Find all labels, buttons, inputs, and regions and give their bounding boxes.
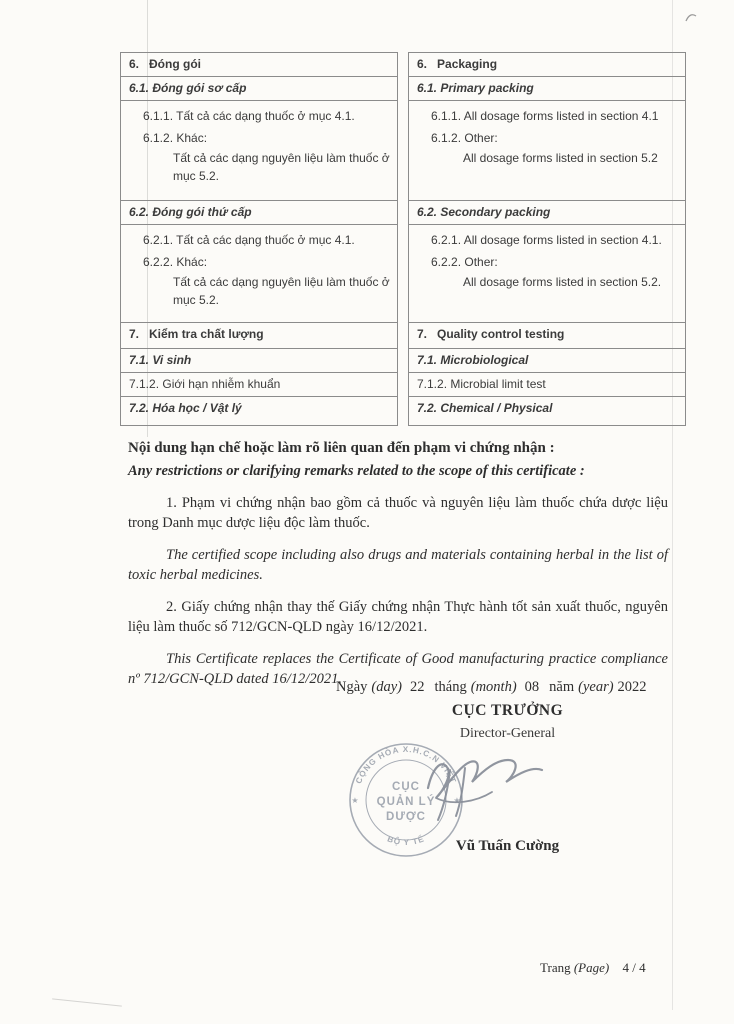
remark-1-en: The certified scope including also drugs and materials containing herbal in the list of toxic herbal medicines. bbox=[128, 546, 668, 583]
row-6-2-header-en: 6.2. Secondary packing bbox=[409, 201, 685, 225]
date-year-value: 2022 bbox=[617, 679, 647, 695]
item-6-1-1-vi: 6.1.1. Tất cả các dạng thuốc ở mục 4.1. bbox=[143, 109, 355, 123]
table-english bbox=[408, 52, 686, 426]
footer-label-en: (Page) bbox=[573, 960, 610, 975]
stamp-ring-text-bottom: BỘ Y TẾ bbox=[386, 834, 426, 848]
page-footer bbox=[540, 960, 670, 976]
signer-title-vi: CỤC TRƯỞNG bbox=[451, 702, 564, 719]
row-7-header-en: 7. Quality control testing bbox=[409, 323, 685, 349]
remarks-section bbox=[128, 438, 668, 689]
footer-page-number: 4 / 4 bbox=[622, 960, 646, 975]
date-day-value: 22 bbox=[410, 679, 425, 695]
item-6-2-2-label-en: 6.2.2. Other: bbox=[431, 254, 498, 269]
item-6-2-2-label-vi: 6.2.2. Khác: bbox=[143, 254, 208, 269]
date-word-year: (year) bbox=[578, 679, 614, 695]
remarks-heading-en: Any restrictions or clarifying remarks related to the scope of this certificate : bbox=[128, 462, 585, 479]
item-6-2-1-en: 6.2.1. All dosage forms listed in section 4.1. bbox=[431, 233, 662, 247]
row-6-header-vi: 6. Đóng gói bbox=[121, 53, 397, 77]
date-word-day: (day) bbox=[371, 679, 403, 695]
remark-2-en: This Certificate replaces the Certificate of Good manufacturing practice compliance nº 712/GCN-QLD dated 16/12/2021. bbox=[128, 650, 668, 687]
row-7-2-header-vi: 7.2. Hóa học / Vật lý bbox=[129, 401, 242, 415]
item-6-1-2-label-en: 6.1.2. Other: bbox=[431, 130, 498, 145]
row-6-2-items-vi bbox=[121, 225, 397, 323]
item-6-1-2-label-vi: 6.1.2. Khác: bbox=[143, 130, 208, 145]
date-word-nam: năm bbox=[549, 679, 575, 695]
item-6-1-2-text-vi: Tất cả các dạng nguyên liệu làm thuốc ở mục 5.2. bbox=[173, 151, 390, 184]
row-7-2-header-en: 7.2. Chemical / Physical bbox=[417, 401, 553, 415]
signer-title-en: Director-General bbox=[459, 726, 556, 741]
stamp-center-line3: DƯỢC bbox=[386, 811, 426, 823]
date-month-value: 08 bbox=[524, 679, 540, 695]
row-6-2-header-vi: 6.2. Đóng gói thứ cấp bbox=[121, 201, 397, 225]
item-6-2-2-text-vi: Tất cả các dạng nguyên liệu làm thuốc ở mục 5.2. bbox=[173, 275, 390, 308]
remark-1-vi: 1. Phạm vi chứng nhận bao gồm cả thuốc và nguyên liệu làm thuốc chứa dược liệu trong Danh mục dược liệu độc làm thuốc. bbox=[128, 494, 668, 531]
scan-tick-mark bbox=[684, 10, 700, 26]
date-word-ngay: Ngày bbox=[336, 679, 368, 695]
date-word-thang: tháng bbox=[434, 679, 467, 695]
signer-name: Vũ Tuấn Cường bbox=[455, 838, 560, 854]
row-6-1-header-vi: 6.1. Đóng gói sơ cấp bbox=[121, 77, 397, 101]
remarks-heading-vi: Nội dung hạn chế hoặc làm rõ liên quan đến phạm vi chứng nhận : bbox=[128, 440, 555, 456]
scan-corner-mark bbox=[52, 998, 122, 1006]
row-7-header-vi: 7. Kiểm tra chất lượng bbox=[121, 323, 397, 349]
stamp-star-right-icon: ★ bbox=[453, 796, 461, 805]
row-6-1-items-en bbox=[409, 101, 685, 201]
row-7-1-header-vi: 7.1. Vi sinh bbox=[121, 349, 397, 373]
date-line bbox=[336, 679, 651, 696]
stamp-center-line2: QUẢN LÝ bbox=[376, 796, 436, 808]
footer-label-vi: Trang bbox=[540, 960, 571, 975]
item-6-1-1-en: 6.1.1. All dosage forms listed in section 4.1 bbox=[431, 109, 659, 123]
row-6-2-items-en bbox=[409, 225, 685, 323]
item-6-2-2-text-en: All dosage forms listed in section 5.2. bbox=[463, 275, 662, 290]
item-6-2-1-vi: 6.2.1. Tất cả các dạng thuốc ở mục 4.1. bbox=[143, 233, 355, 247]
row-7-1-2-vi: 7.1.2. Giới hạn nhiễm khuẩn bbox=[121, 373, 397, 397]
row-7-1-2-en: 7.1.2. Microbial limit test bbox=[409, 373, 685, 397]
row-6-header-en: 6. Packaging bbox=[409, 53, 685, 77]
certificate-section-tables bbox=[120, 52, 686, 426]
stamp-center-line1: CỤC bbox=[392, 781, 420, 793]
row-7-1-header-en: 7.1. Microbiological bbox=[409, 349, 685, 373]
remark-2-vi: 2. Giấy chứng nhận thay thế Giấy chứng nhận Thực hành tốt sản xuất thuốc, nguyên liệu làm thuốc số 712/GCN-QLD ngày 16/12/2021. bbox=[128, 598, 668, 635]
row-6-1-header-en: 6.1. Primary packing bbox=[409, 77, 685, 101]
stamp-and-signature bbox=[328, 726, 628, 881]
stamp-star-left-icon: ★ bbox=[351, 796, 359, 805]
stamp-ring-text-top: CỘNG HÒA X.H.C.N VIỆT bbox=[354, 744, 458, 786]
row-6-1-items-vi bbox=[121, 101, 397, 201]
table-vietnamese bbox=[120, 52, 398, 426]
date-word-month: (month) bbox=[470, 679, 517, 695]
item-6-1-2-text-en: All dosage forms listed in section 5.2 bbox=[463, 151, 658, 166]
